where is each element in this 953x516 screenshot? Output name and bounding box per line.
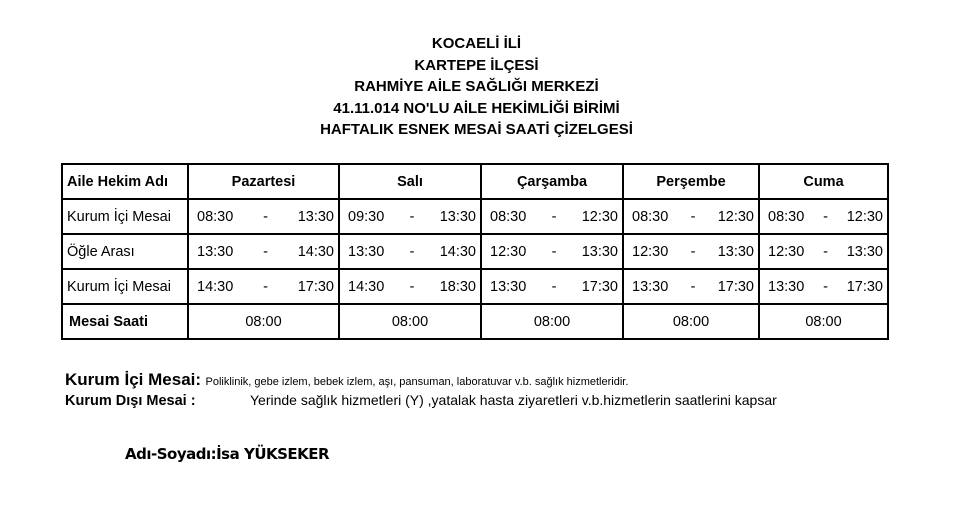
end-time: 13:30 <box>717 243 754 260</box>
total-thursday: 08:00 <box>623 304 759 339</box>
row-label: Öğle Arası <box>62 234 188 269</box>
end-time: 13:30 <box>439 208 476 225</box>
time-cell <box>759 269 888 304</box>
total-label: Mesai Saati <box>62 304 188 339</box>
header-schedule-title: HAFTALIK ESNEK MESAİ SAATİ ÇİZELGESİ <box>320 121 633 138</box>
row-label: Kurum İçi Mesai <box>62 199 188 234</box>
dash: - <box>823 278 828 295</box>
dash: - <box>823 208 828 225</box>
row-label: Kurum İçi Mesai <box>62 269 188 304</box>
day-monday: Pazartesi <box>188 164 339 199</box>
start-time: 08:30 <box>490 208 527 225</box>
time-cell <box>759 199 888 234</box>
time-cell <box>188 269 339 304</box>
time-cell <box>623 234 759 269</box>
dash: - <box>690 278 696 295</box>
day-tuesday: Salı <box>339 164 481 199</box>
end-time: 13:30 <box>581 243 618 260</box>
table-row <box>62 199 888 234</box>
internal-note-text: Poliklinik, gebe izlem, bebek izlem, aşı, pansuman, laboratuvar v.b. sağlık hizmetleridir. <box>205 376 629 388</box>
header-unit: 41.11.014 NO'LU AİLE HEKİMLİĞİ BİRİMİ <box>333 99 620 117</box>
total-wednesday: 08:00 <box>481 304 623 339</box>
dash: - <box>263 208 268 225</box>
time-cell <box>339 269 481 304</box>
start-time: 13:30 <box>632 278 669 295</box>
start-time: 09:30 <box>348 208 385 225</box>
time-cell <box>481 199 623 234</box>
start-time: 13:30 <box>348 243 385 260</box>
total-friday: 08:00 <box>759 304 888 339</box>
start-time: 08:30 <box>197 208 234 225</box>
dash: - <box>409 243 415 260</box>
dash: - <box>263 243 268 260</box>
corner-label: Aile Hekim Adı <box>62 164 188 199</box>
end-time: 13:30 <box>297 208 334 225</box>
day-thursday: Perşembe <box>623 164 759 199</box>
total-monday: 08:00 <box>188 304 339 339</box>
end-time: 17:30 <box>846 278 883 295</box>
time-cell <box>759 234 888 269</box>
dash: - <box>551 243 557 260</box>
start-time: 13:30 <box>768 278 805 295</box>
internal-note <box>65 370 777 390</box>
day-wednesday: Çarşamba <box>481 164 623 199</box>
time-cell <box>188 234 339 269</box>
table-header-row <box>62 164 888 199</box>
start-time: 13:30 <box>197 243 234 260</box>
internal-note-label: Kurum İçi Mesai: <box>65 370 202 389</box>
start-time: 08:30 <box>632 208 669 225</box>
start-time: 13:30 <box>490 278 527 295</box>
start-time: 12:30 <box>632 243 669 260</box>
external-note <box>65 392 777 409</box>
table-row <box>62 234 888 269</box>
time-cell <box>623 269 759 304</box>
start-time: 12:30 <box>490 243 527 260</box>
start-time: 12:30 <box>768 243 805 260</box>
time-cell <box>481 234 623 269</box>
header-district: KARTEPE İLÇESİ <box>414 56 539 74</box>
end-time: 18:30 <box>439 278 476 295</box>
start-time: 14:30 <box>197 278 234 295</box>
dash: - <box>409 208 415 225</box>
day-friday: Cuma <box>759 164 888 199</box>
total-row <box>62 304 888 339</box>
time-cell <box>339 199 481 234</box>
dash: - <box>263 278 268 295</box>
dash: - <box>690 208 696 225</box>
end-time: 17:30 <box>581 278 618 295</box>
end-time: 12:30 <box>846 208 883 225</box>
total-tuesday: 08:00 <box>339 304 481 339</box>
dash: - <box>409 278 415 295</box>
end-time: 14:30 <box>439 243 476 260</box>
time-cell <box>339 234 481 269</box>
schedule-table <box>61 163 889 340</box>
dash: - <box>551 278 557 295</box>
external-note-text: Yerinde sağlık hizmetleri (Y) ,yatalak hasta ziyaretleri v.b.hizmetlerin saatlerini kapsar <box>250 392 777 408</box>
end-time: 17:30 <box>717 278 754 295</box>
end-time: 17:30 <box>297 278 334 295</box>
header-province: KOCAELİ İLİ <box>431 35 522 52</box>
document-header <box>0 33 953 141</box>
external-note-label: Kurum Dışı Mesai : <box>65 393 196 409</box>
table-row <box>62 269 888 304</box>
dash: - <box>823 243 828 260</box>
notes-section <box>65 370 777 409</box>
end-time: 12:30 <box>717 208 754 225</box>
header-health-center: RAHMİYE AİLE SAĞLIĞI MERKEZİ <box>354 78 599 95</box>
doctor-signature: Adı-Soyadı:İsa YÜKSEKER <box>125 445 330 463</box>
end-time: 14:30 <box>297 243 334 260</box>
start-time: 08:30 <box>768 208 805 225</box>
time-cell <box>188 199 339 234</box>
end-time: 13:30 <box>846 243 883 260</box>
time-cell <box>481 269 623 304</box>
dash: - <box>690 243 696 260</box>
start-time: 14:30 <box>348 278 385 295</box>
end-time: 12:30 <box>581 208 618 225</box>
dash: - <box>551 208 557 225</box>
time-cell <box>623 199 759 234</box>
